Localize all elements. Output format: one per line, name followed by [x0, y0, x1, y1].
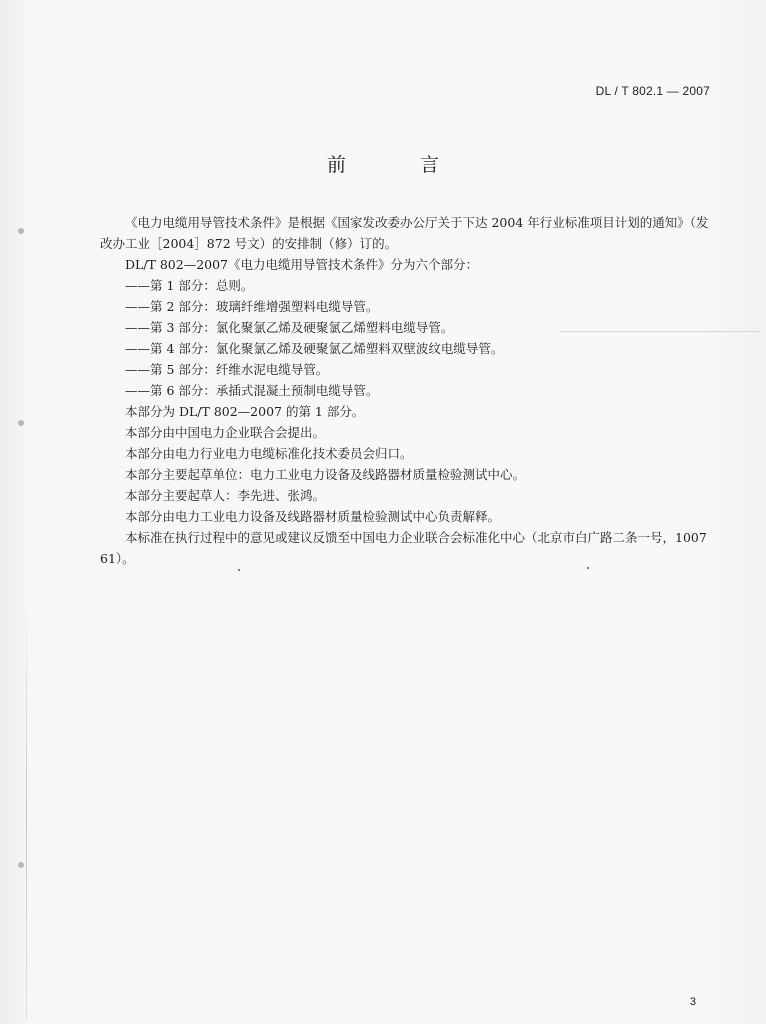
statement-paragraph: 本部分为 DL/T 802—2007 的第 1 部分。	[125, 404, 365, 419]
feedback-paragraph: 本标准在执行过程中的意见或建议反馈至中国电力企业联合会标准化中心（北京市白广路二条一号，100761）。	[100, 530, 707, 566]
page-number: 3	[689, 996, 696, 1008]
part-list-item: ——第 2 部分：玻璃纤维增强塑料电缆导管。	[125, 299, 379, 314]
part-list-item: ——第 3 部分：氯化聚氯乙烯及硬聚氯乙烯塑料电缆导管。	[125, 320, 454, 335]
binding-hole-mark	[18, 420, 24, 426]
parts-intro-paragraph: DL/T 802—2007《电力电缆用导管技术条件》分为六个部分：	[125, 257, 479, 272]
scan-speck	[238, 569, 240, 571]
page-title: 前 言	[326, 154, 474, 176]
statement-paragraph: 本部分由中国电力企业联合会提出。	[125, 425, 326, 440]
part-list-item: ——第 6 部分：承插式混凝土预制电缆导管。	[125, 383, 379, 398]
binding-hole-mark	[18, 862, 24, 868]
foreword-body	[100, 212, 710, 569]
standard-code-header: DL / T 802.1 — 2007	[595, 84, 710, 98]
statement-paragraph: 本部分主要起草人：李先进、张鸿。	[125, 488, 326, 503]
binding-hole-mark	[18, 228, 24, 234]
statement-paragraph: 本部分主要起草单位：电力工业电力设备及线路器材质量检验测试中心。	[125, 467, 526, 482]
part-list-item: ——第 1 部分：总则。	[125, 278, 254, 293]
intro-paragraph: 《电力电缆用导管技术条件》是根据《国家发改委办公厅关于下达 2004 年行业标准项目计划的通知》（发改办工业［2004］872 号文）的安排制（修）订的。	[100, 215, 709, 251]
scan-edge-shadow	[26, 600, 27, 1020]
statement-paragraph: 本部分由电力工业电力设备及线路器材质量检验测试中心负责解释。	[125, 509, 501, 524]
part-list-item: ——第 5 部分：纤维水泥电缆导管。	[125, 362, 329, 377]
part-list-item: ——第 4 部分：氯化聚氯乙烯及硬聚氯乙烯塑料双壁波纹电缆导管。	[125, 341, 504, 356]
statement-paragraph: 本部分由电力行业电力电缆标准化技术委员会归口。	[125, 446, 413, 461]
